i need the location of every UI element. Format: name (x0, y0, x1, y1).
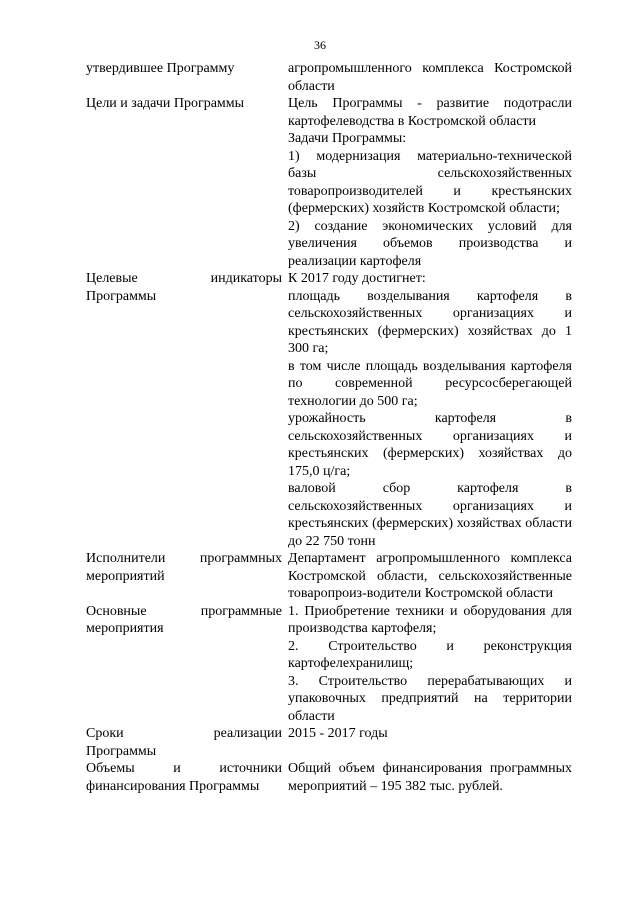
row-value-paragraph: 2) создание экономических условий для увеличения объемов производства и реализации картофеля (288, 218, 572, 269)
table-row (86, 603, 572, 726)
row-label-line: Исполнители программных (86, 551, 282, 566)
row-value (288, 270, 572, 550)
table-row (86, 270, 572, 550)
row-label-line: Программы (86, 743, 157, 759)
row-value-paragraph: урожайность картофеля в сельскохозяйственных организациях и крестьянских (фермерских) хозяйствах до 175,0 ц/га; (288, 411, 572, 479)
table-row (86, 60, 572, 95)
program-passport-table (86, 60, 572, 795)
row-label-line: утвердившее Программу (86, 61, 235, 76)
row-value-paragraph: 2015 - 2017 годы (288, 726, 388, 741)
row-label-line: Целевые индикаторы (86, 271, 282, 286)
row-value-paragraph: валовой сбор картофеля в сельскохозяйственных организациях и крестьянских (фермерских) хозяйствах области до 22 750 тонн (288, 481, 572, 549)
row-value-paragraph: площадь возделывания картофеля в сельскохозяйственных организациях и крестьянских (фермерских) хозяйствах до 1 300 га; (288, 288, 572, 356)
row-value-paragraph: 1. Приобретение техники и оборудования для производства картофеля; (288, 603, 572, 636)
row-value (288, 760, 572, 795)
row-value-paragraph: Задачи Программы: (288, 131, 407, 146)
row-label-line: Цели и задачи Программы (86, 96, 245, 111)
table-row (86, 550, 572, 603)
row-value-paragraph: агропромышленного комплекса Костромской области (288, 61, 572, 94)
row-value-paragraph: Департамент агропромышленного комплекса Костромской области, сельскохозяйственные товаропроиз-водители Костромской области (288, 551, 572, 601)
row-value-paragraph: 3. Строительство перерабатывающих и упаковочных предприятий на территории области (288, 673, 572, 724)
row-label (86, 725, 282, 760)
row-label-line: Сроки реализации (86, 726, 282, 741)
page-number: 36 (314, 38, 326, 52)
row-label (86, 95, 282, 270)
table-row (86, 760, 572, 795)
row-label (86, 760, 282, 795)
row-value (288, 603, 572, 726)
row-value-paragraph: Цель Программы - развитие подотрасли картофелеводства в Костромской области (288, 96, 572, 129)
row-value-paragraph: Общий объем финансирования программных мероприятий – 195 382 тыс. рублей. (288, 761, 572, 794)
row-label (86, 60, 282, 95)
row-label (86, 550, 282, 603)
row-value-paragraph: К 2017 году достигнет: (288, 271, 426, 286)
row-label-line: Объемы и источники (86, 761, 282, 776)
row-value (288, 550, 572, 603)
row-value-paragraph: 2. Строительство и реконструкция картофелехранилищ; (288, 638, 572, 671)
row-value (288, 95, 572, 270)
row-label (86, 603, 282, 726)
row-label-line: Основные программные (86, 603, 282, 619)
row-label-line: финансирования Программы (86, 778, 260, 794)
row-label-line: Программы (86, 288, 157, 304)
row-value-paragraph: в том числе площадь возделывания картофеля по современной ресурсосберегающей технологии до 500 га; (288, 358, 572, 409)
row-value (288, 60, 572, 95)
row-label-line: мероприятия (86, 621, 164, 636)
row-value-paragraph: 1) модернизация материально-технической базы сельскохозяйственных товаропроизводителей и крестьянских (фермерских) хозяйств Костромской области; (288, 148, 572, 216)
row-label-line: мероприятий (86, 568, 165, 584)
row-value (288, 725, 572, 760)
row-label (86, 270, 282, 550)
table-row (86, 95, 572, 270)
table-row (86, 725, 572, 760)
